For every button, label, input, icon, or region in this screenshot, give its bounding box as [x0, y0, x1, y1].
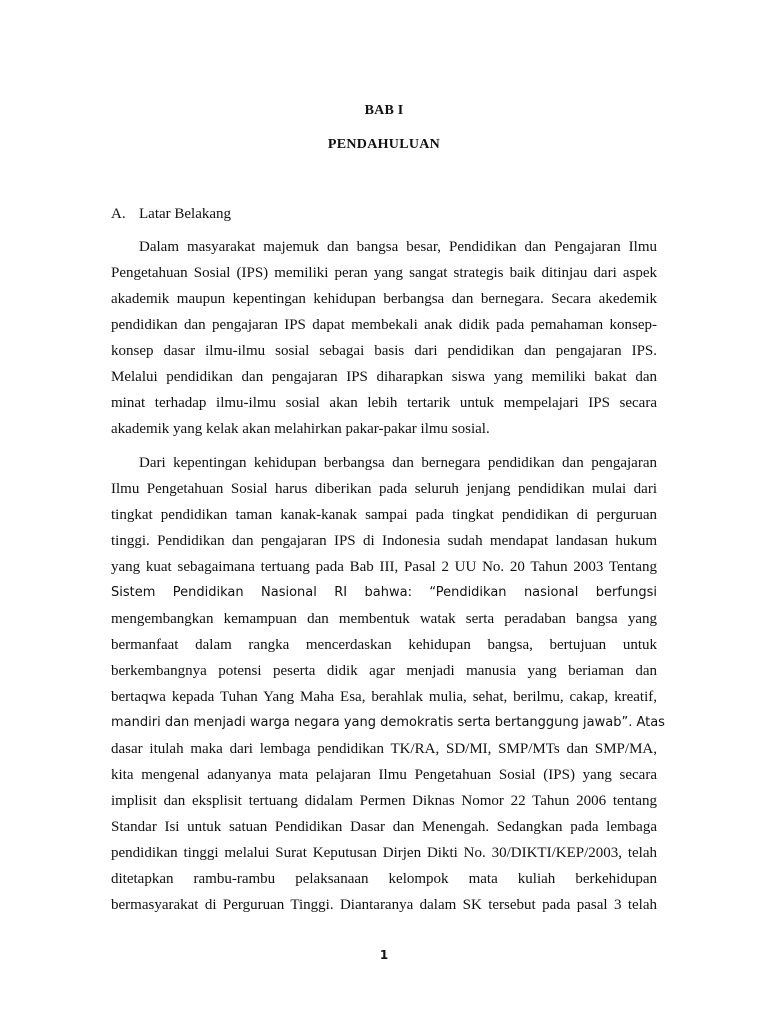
- paragraph-line: tinggi. Pendidikan dan pengajaran IPS di Indonesia sudah mendapat landasan hukum: [111, 533, 657, 549]
- page-number: 1: [379, 948, 389, 962]
- paragraph-line: Standar Isi untuk satuan Pendidikan Dasar dan Menengah. Sedangkan pada lembaga: [111, 819, 657, 835]
- paragraph-line: konsep dasar ilmu-ilmu sosial sebagai basis dari pendidikan dan pengajaran IPS.: [111, 343, 657, 359]
- paragraph-line: akademik maupun kepentingan kehidupan berbangsa dan bernegara. Secara akedemik: [111, 291, 657, 307]
- paragraph-line: bermanfaat dalam rangka mencerdaskan kehidupan bangsa, bertujuan untuk: [111, 637, 657, 653]
- paragraph-line: bermasyarakat di Perguruan Tinggi. Diantaranya dalam SK tersebut pada pasal 3 telah: [111, 897, 657, 913]
- paragraph-line: ditetapkan rambu-rambu pelaksanaan kelompok mata kuliah berkehidupan: [111, 871, 657, 887]
- paragraph-line: pendidikan dan pengajaran IPS dapat membekali anak didik pada pemahaman konsep-: [111, 317, 657, 333]
- paragraph-line: Ilmu Pengetahuan Sosial harus diberikan pada seluruh jenjang pendidikan mulai dari: [111, 481, 657, 497]
- section-number: A.: [111, 206, 126, 222]
- paragraph-line: minat terhadap ilmu-ilmu sosial akan lebih tertarik untuk mempelajari IPS secara: [111, 395, 657, 411]
- paragraph-line: tingkat pendidikan taman kanak-kanak sampai pada tingkat pendidikan di perguruan: [111, 507, 657, 523]
- paragraph-line: implisit dan eksplisit tertuang didalam Permen Diknas Nomor 22 Tahun 2006 tentang: [111, 793, 657, 809]
- paragraph-line: Sistem Pendidikan Nasional RI bahwa: “Pendidikan nasional berfungsi: [111, 585, 657, 600]
- paragraph-line: Melalui pendidikan dan pengajaran IPS diharapkan siswa yang memiliki bakat dan: [111, 369, 657, 385]
- paragraph-line: Pengetahuan Sosial (IPS) memiliki peran yang sangat strategis baik ditinjau dari aspek: [111, 265, 657, 281]
- paragraph-line: bertaqwa kepada Tuhan Yang Maha Esa, berahlak mulia, sehat, berilmu, cakap, kreatif,: [111, 689, 657, 705]
- paragraph-line: kita mengenal adanyanya mata pelajaran Ilmu Pengetahuan Sosial (IPS) yang secara: [111, 767, 657, 783]
- paragraph-line: berkembangnya potensi peserta didik agar menjadi manusia yang beriaman dan: [111, 663, 657, 679]
- paragraph-line: mandiri dan menjadi warga negara yang demokratis serta bertanggung jawab”. Atas: [111, 715, 665, 730]
- chapter-label: BAB I: [364, 103, 404, 118]
- paragraph-line: dasar itulah maka dari lembaga pendidikan TK/RA, SD/MI, SMP/MTs dan SMP/MA,: [111, 741, 657, 757]
- paragraph-line: mengembangkan kemampuan dan membentuk watak serta peradaban bangsa yang: [111, 611, 657, 627]
- paragraph-line: akademik yang kelak akan melahirkan pakar-pakar ilmu sosial.: [111, 421, 490, 437]
- paragraph-line: pendidikan tinggi melalui Surat Keputusan Dirjen Dikti No. 30/DIKTI/KEP/2003, telah: [111, 845, 657, 861]
- section-heading: [111, 206, 231, 223]
- paragraph: [111, 234, 657, 442]
- paragraph-line: Dari kepentingan kehidupan berbangsa dan bernegara pendidikan dan pengajaran: [139, 455, 657, 471]
- chapter-title: PENDAHULUAN: [327, 137, 441, 152]
- section-title: Latar Belakang: [139, 206, 232, 222]
- paragraph-line: Dalam masyarakat majemuk dan bangsa besar, Pendidikan dan Pengajaran Ilmu: [139, 239, 657, 255]
- paragraph-line: yang kuat sebagaimana tertuang pada Bab III, Pasal 2 UU No. 20 Tahun 2003 Tentang: [111, 559, 657, 575]
- paragraph: [111, 450, 665, 918]
